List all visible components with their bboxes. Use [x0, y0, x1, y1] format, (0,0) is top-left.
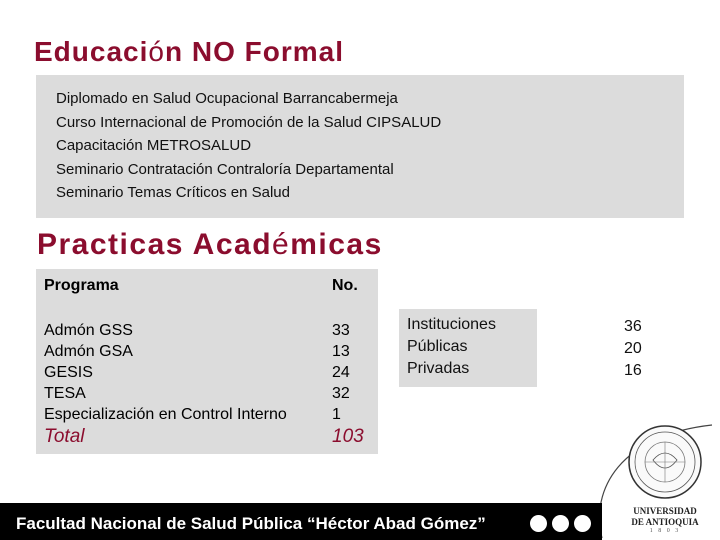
- dot-icon: [552, 515, 569, 532]
- table-row: [44, 320, 374, 341]
- institutions-value: 36: [624, 318, 642, 335]
- footer-bar: [0, 503, 602, 540]
- section-title-educacion: Educación NO Formal: [34, 36, 344, 67]
- row-name: GESIS: [44, 364, 93, 381]
- dot-icon: [574, 515, 591, 532]
- programs-table: [36, 269, 378, 454]
- section-title-practicas: Practicas Académicas: [37, 228, 383, 261]
- educacion-list-box: [36, 75, 684, 218]
- university-logo: [620, 420, 710, 538]
- row-value: 24: [332, 364, 350, 381]
- total-label: Total: [44, 426, 85, 447]
- publicas-label: Públicas: [407, 338, 468, 355]
- publicas-value: 20: [624, 340, 642, 357]
- list-item: Seminario Contratación Contraloría Departamental: [56, 160, 394, 178]
- header-programa: Programa: [44, 277, 119, 294]
- row-value: 33: [332, 322, 350, 339]
- institutions-values: [624, 316, 642, 382]
- footer-text: Facultad Nacional de Salud Pública “Héctor Abad Gómez”: [16, 514, 486, 533]
- row-value: 1: [332, 406, 341, 423]
- table-row: [44, 362, 374, 383]
- row-value: 32: [332, 385, 350, 402]
- logo-line2: DE ANTIOQUIA: [631, 517, 699, 527]
- institutions-label: Instituciones: [407, 316, 496, 333]
- row-name: Admón GSS: [44, 322, 133, 339]
- privadas-label: Privadas: [407, 360, 470, 377]
- list-item: Curso Internacional de Promoción de la Salud CIPSALUD: [56, 113, 442, 131]
- seal-icon: [620, 420, 710, 504]
- dot-icon: [530, 515, 547, 532]
- row-name: Especialización en Control Interno: [44, 406, 287, 423]
- table-row: [44, 341, 374, 362]
- total-row: [44, 425, 374, 449]
- logo-line3: 1 8 0 3: [649, 528, 681, 534]
- total-value: 103: [332, 426, 364, 447]
- row-name: TESA: [44, 385, 86, 402]
- table-row: [44, 404, 374, 425]
- row-name: Admón GSA: [44, 343, 133, 360]
- privadas-value: 16: [624, 362, 642, 379]
- table-row: [44, 383, 374, 404]
- logo-line1: UNIVERSIDAD: [633, 506, 697, 516]
- header-no: No.: [332, 277, 358, 294]
- list-item: Seminario Temas Críticos en Salud: [56, 184, 290, 201]
- institutions-box: [399, 309, 537, 387]
- list-item: Diplomado en Salud Ocupacional Barrancabermeja: [56, 90, 398, 107]
- row-value: 13: [332, 343, 350, 360]
- list-item: Capacitación METROSALUD: [56, 137, 252, 154]
